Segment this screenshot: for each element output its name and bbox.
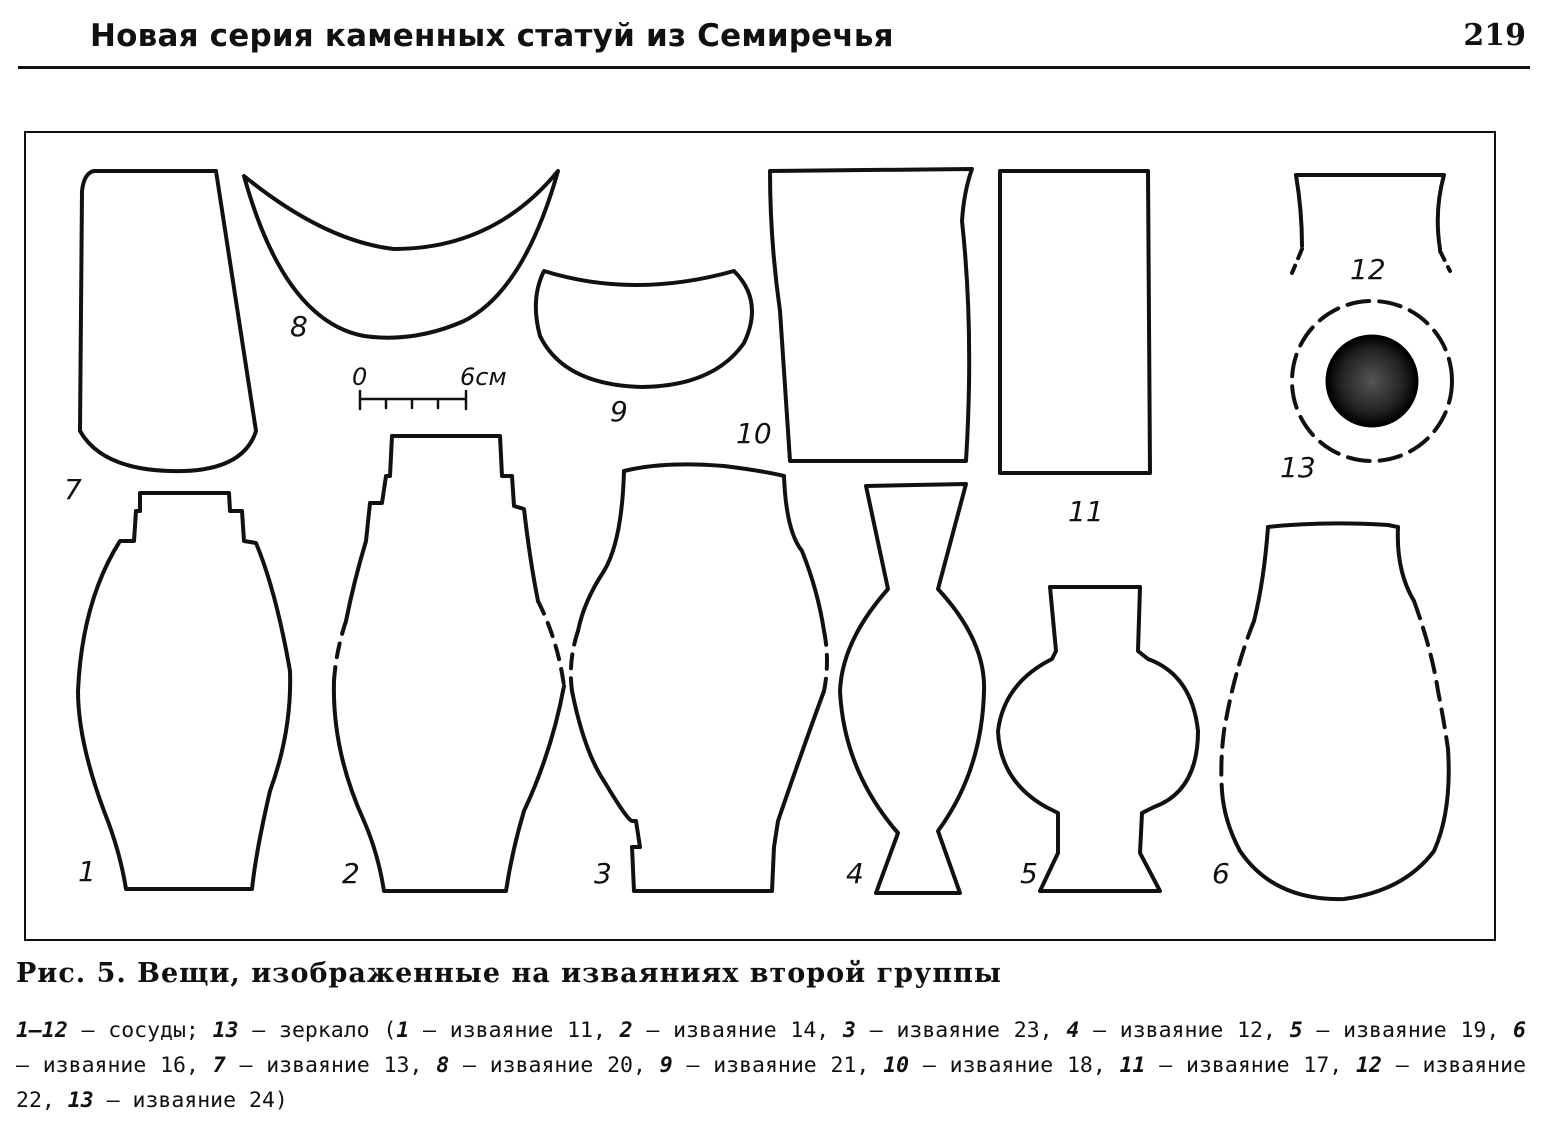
running-head — [90, 18, 1526, 62]
vessel-12-solid — [1296, 175, 1444, 249]
figure-caption-title: Рис. 5. Вещи, изображенные на изваяниях второй группы — [16, 958, 1002, 989]
figure-caption-body — [16, 1013, 1526, 1118]
vessel-9 — [536, 271, 752, 387]
caption-ref: 10 — [883, 1053, 910, 1078]
vessel-10 — [770, 169, 972, 461]
vessel-6-solid — [1222, 523, 1449, 899]
caption-ref: 6 — [1513, 1018, 1526, 1043]
caption-text: — изваяние 22, — [16, 1053, 1527, 1113]
caption-text: — изваяние 21, — [672, 1053, 884, 1078]
caption-ref: 2 — [619, 1018, 633, 1043]
label-1: 1 — [78, 855, 96, 888]
label-6: 6 — [1212, 857, 1230, 890]
figure-drawing — [24, 131, 1496, 941]
caption-text: — изваяние 14, — [632, 1018, 844, 1043]
caption-ref: 8 — [436, 1053, 450, 1078]
caption-ref: 9 — [659, 1053, 673, 1078]
caption-ref: 5 — [1289, 1018, 1303, 1043]
label-12: 12 — [1350, 253, 1386, 286]
caption-text: — сосуды; — [67, 1018, 213, 1043]
caption-text: — изваяние 12, — [1079, 1018, 1290, 1043]
scale-bar — [360, 391, 466, 409]
running-title: Новая серия каменных статуй из Семиречья — [90, 18, 894, 54]
label-13: 13 — [1280, 451, 1316, 484]
scale-start-label: 0 — [352, 363, 368, 391]
caption-ref: 4 — [1066, 1018, 1080, 1043]
vessel-11 — [1000, 171, 1150, 473]
caption-text: — изваяние 20, — [449, 1053, 660, 1078]
vessel-5 — [998, 587, 1198, 891]
caption-ref: 1 — [396, 1018, 410, 1043]
vessel-3-dashed — [571, 631, 827, 691]
label-3: 3 — [594, 857, 612, 890]
scale-end-label: 6см — [460, 363, 507, 391]
header-rule — [18, 66, 1530, 69]
vessel-3-solid — [572, 464, 824, 891]
caption-ref: 13 — [67, 1088, 94, 1113]
label-11: 11 — [1068, 495, 1104, 528]
caption-text: — изваяние 23, — [855, 1018, 1067, 1043]
caption-text: — изваяние 16, — [16, 1053, 213, 1078]
caption-text: — изваяние 18, — [909, 1053, 1120, 1078]
vessel-2-dashed — [334, 601, 564, 686]
vessel-7 — [80, 171, 256, 471]
caption-text: — изваяние 13, — [225, 1053, 437, 1078]
caption-text: — изваяние 24) — [93, 1088, 288, 1113]
label-10: 10 — [736, 417, 772, 450]
caption-ref: 7 — [212, 1053, 226, 1078]
label-5: 5 — [1020, 857, 1038, 890]
caption-text: — изваяние 17, — [1145, 1053, 1357, 1078]
label-8: 8 — [290, 310, 308, 343]
vessel-2-solid — [334, 436, 564, 891]
label-2: 2 — [342, 857, 360, 890]
caption-text: — изваяние 11, — [409, 1018, 620, 1043]
label-4: 4 — [846, 857, 864, 890]
vessel-4 — [840, 484, 984, 893]
vessel-1 — [78, 493, 290, 889]
caption-text: — зеркало ( — [238, 1018, 397, 1043]
caption-ref: 12 — [1356, 1053, 1382, 1078]
caption-text: — изваяние 19, — [1302, 1018, 1514, 1043]
caption-ref: 3 — [843, 1018, 856, 1043]
vessel-6-dashed — [1221, 601, 1448, 791]
page-number: 219 — [1463, 18, 1526, 53]
caption-ref: 1—12 — [16, 1018, 68, 1043]
label-7: 7 — [64, 473, 82, 506]
caption-ref: 11 — [1119, 1053, 1146, 1078]
label-9: 9 — [610, 395, 628, 428]
caption-ref: 13 — [212, 1018, 239, 1043]
mirror-13-center — [1327, 336, 1417, 426]
